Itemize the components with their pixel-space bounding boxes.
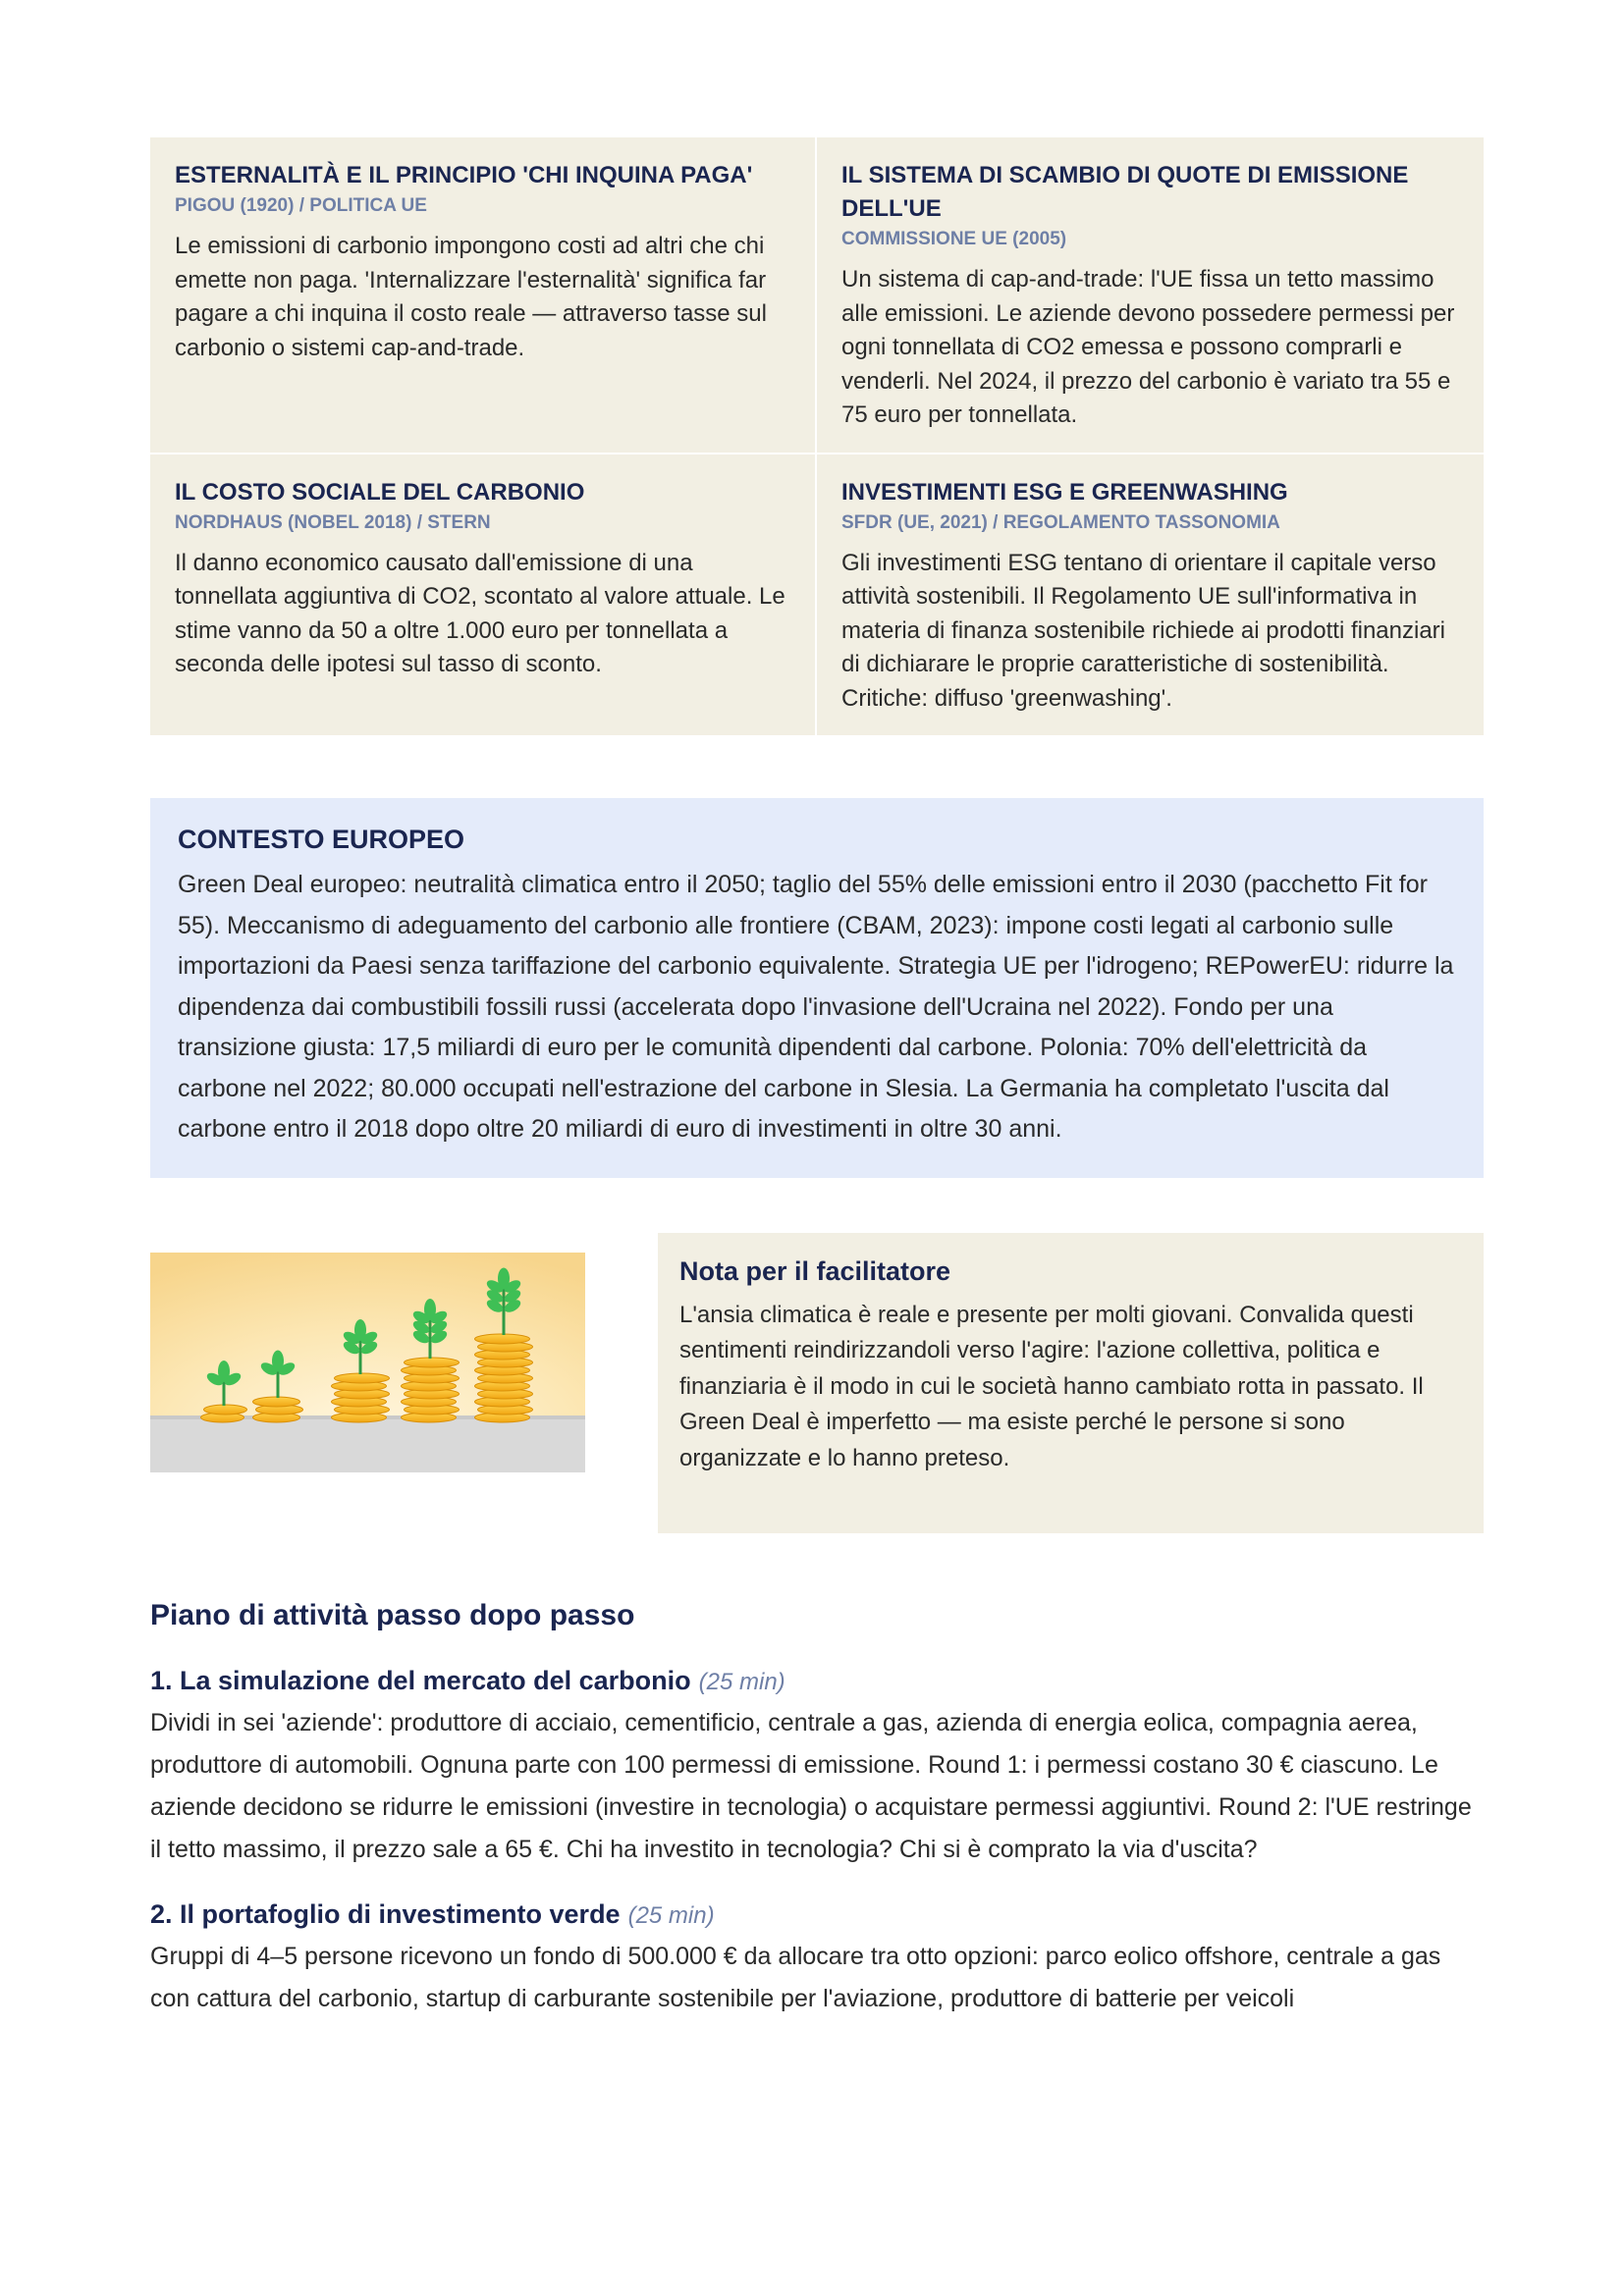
facilitator-note bbox=[658, 1233, 1484, 1533]
step-title: 1. La simulazione del mercato del carbonio bbox=[150, 1665, 691, 1695]
concept-source: PIGOU (1920) / POLITICA UE bbox=[175, 195, 427, 216]
concepts-grid bbox=[150, 137, 1484, 735]
step-heading bbox=[150, 1661, 1484, 1702]
concept-body: Il danno economico causato dall'emissione di una tonnellata aggiuntiva di CO2, scontato al valore attuale. Le stime vanno da 50 a oltre 1.000 euro per tonnellata a seconda delle ipotesi sul tasso di sconto. bbox=[175, 549, 785, 677]
concept-source: NORDHAUS (NOBEL 2018) / STERN bbox=[175, 511, 491, 533]
step-duration: (25 min) bbox=[698, 1668, 785, 1695]
step-title: 2. Il portafoglio di investimento verde bbox=[150, 1898, 621, 1929]
step-body: Dividi in sei 'aziende': produttore di acciaio, cementificio, centrale a gas, azienda di energia eolica, compagnia aerea, produttore di automobili. Ognuna parte con 100 permessi di emissione. Round 1: i permessi costano 30 € ciascuno. Le aziende decidono se ridurre le emissioni (investire in tecnologia) o acquistare permessi aggiuntivi. Round 2: l'UE restringe il tetto massimo, il prezzo sale a 65 €. Chi ha investito in tecnologia? Chi si è comprato la via d'uscita? bbox=[150, 1708, 1472, 1863]
concept-card-esg bbox=[817, 454, 1484, 736]
illustration-note-row bbox=[150, 1233, 1484, 1533]
step-body: Gruppi di 4–5 persone ricevono un fondo di 500.000 € da allocare tra otto opzioni: parco eolico offshore, centrale a gas con cattura del carbonio, startup di carburante sostenibile per l'aviazione, produttore di batterie per veicoli bbox=[150, 1942, 1441, 2012]
concept-card-eu-ets bbox=[817, 137, 1484, 454]
note-body: L'ansia climatica è reale e presente per molti giovani. Convalida questi sentimenti reindirizzandoli verso l'agire: l'azione collettiva, politica e finanziaria è il modo in cui le società hanno cambiato rotta in passato. Il Green Deal è imperfetto — ma esiste perché le persone si sono organizzate e lo hanno preteso. bbox=[679, 1301, 1424, 1471]
step-duration: (25 min) bbox=[627, 1901, 715, 1929]
european-context-box bbox=[150, 798, 1484, 1178]
concept-card-social-cost bbox=[150, 454, 817, 736]
concept-body: Gli investimenti ESG tentano di orientare il capitale verso attività sostenibili. Il Regolamento UE sull'informativa in materia di finanza sostenibile richiede ai prodotti finanziari di dichiarare le proprie caratteristiche di sostenibilità. Critiche: diffuso 'greenwashing'. bbox=[841, 549, 1445, 712]
concept-title: ESTERNALITÀ E IL PRINCIPIO 'CHI INQUINA PAGA' bbox=[175, 162, 753, 188]
step-heading bbox=[150, 1895, 1484, 1936]
concept-title: INVESTIMENTI ESG E GREENWASHING bbox=[841, 478, 1288, 506]
context-title: CONTESTO EUROPEO bbox=[178, 825, 465, 854]
concept-title: IL COSTO SOCIALE DEL CARBONIO bbox=[175, 478, 585, 506]
concept-card-externality bbox=[150, 137, 817, 454]
coin-stacks-with-sprouts-icon bbox=[150, 1253, 585, 1472]
concept-title: IL SISTEMA DI SCAMBIO DI QUOTE DI EMISSIONE DELL'UE bbox=[841, 162, 1409, 222]
concept-body: Un sistema di cap-and-trade: l'UE fissa un tetto massimo alle emissioni. Le aziende devono possedere permessi per ogni tonnellata di CO2 emessa e possono comprarli e venderli. Nel 2024, il prezzo del carbonio è variato tra 55 e 75 euro per tonnellata. bbox=[841, 266, 1455, 428]
plan-step bbox=[150, 1895, 1484, 2020]
note-title: Nota per il facilitatore bbox=[679, 1255, 951, 1286]
plan-title: Piano di attività passo dopo passo bbox=[150, 1598, 635, 1631]
context-body: Green Deal europeo: neutralità climatica entro il 2050; taglio del 55% delle emissioni entro il 2030 (pacchetto Fit for 55). Meccanismo di adeguamento del carbonio alle frontiere (CBAM, 2023): impone costi legati al carbonio sulle importazioni da Paesi senza tariffazione del carbonio equivalente. Strategia UE per l'idrogeno; REPowerEU: ridurre la dipendenza dai combustibili fossili russi (accelerata dopo l'invasione dell'Ucraina nel 2022). Fondo per una transizione giusta: 17,5 miliardi di euro per le comunità dipendenti dal carbone. Polonia: 70% dell'elettricità da carbone nel 2022; 80.000 occupati nell'estrazione del carbone in Slesia. La Germania ha completato l'uscita dal carbone entro il 2018 dopo oltre 20 miliardi di euro di investimenti in oltre 30 anni. bbox=[178, 871, 1454, 1143]
page-content bbox=[150, 137, 1484, 2020]
plan-step bbox=[150, 1661, 1484, 1871]
concept-source: SFDR (UE, 2021) / REGOLAMENTO TASSONOMIA bbox=[841, 511, 1280, 533]
concept-source: COMMISSIONE UE (2005) bbox=[841, 229, 1067, 249]
concept-body: Le emissioni di carbonio impongono costi ad altri che chi emette non paga. 'Internalizzare l'esternalità' significa far pagare a chi inquina il costo reale — attraverso tasse sul carbonio o sistemi cap-and-trade. bbox=[175, 233, 767, 361]
